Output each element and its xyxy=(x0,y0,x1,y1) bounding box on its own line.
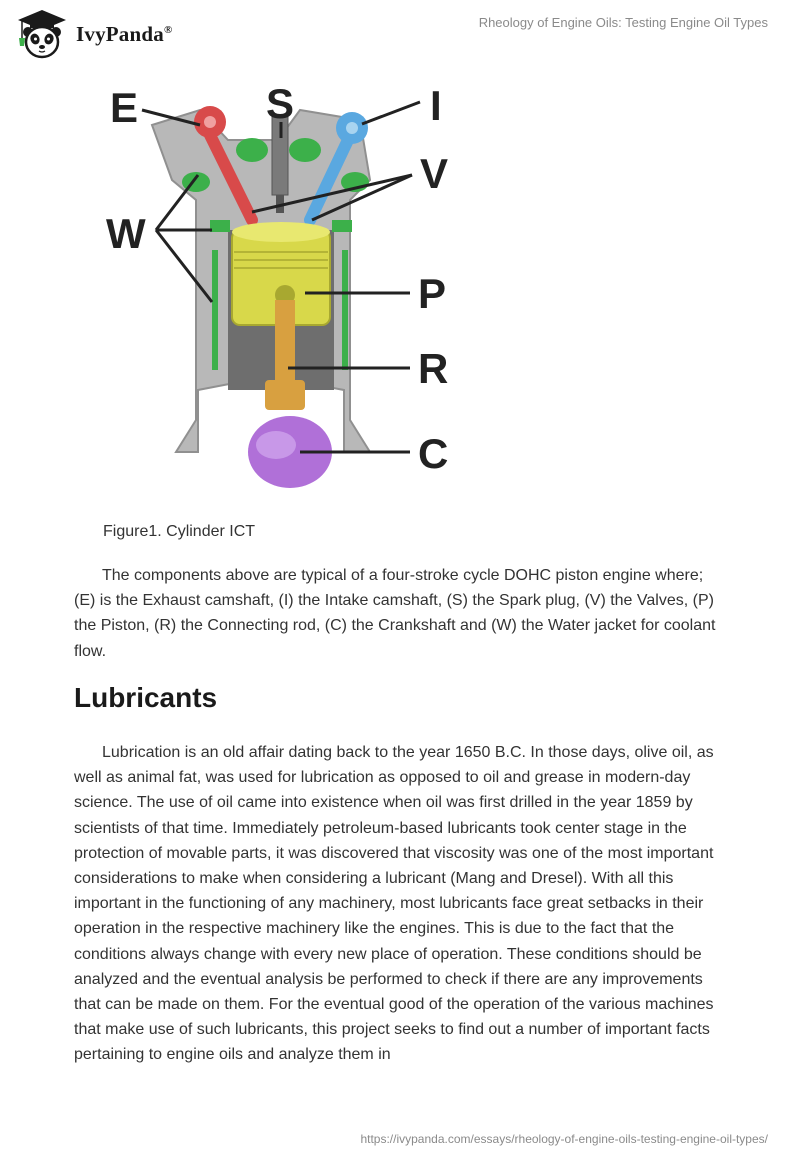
page-header xyxy=(0,0,800,70)
label-s: S xyxy=(266,80,295,127)
label-v: V xyxy=(420,150,449,197)
paragraph-lubrication: Lubrication is an old affair dating back to the year 1650 B.C. In those days, olive oil, as well as animal fat, was used for lubrication as opposed to oil and grease in modern-day science. The use of oil came into existence when oil was first drilled in the year 1859 by scientists of that time. Immediately petroleum-based lubricants took center stage in the protection of movable parts, it was discovered that viscosity was one of the most important considerations to make when considering a lubricant (Mang and Dresel). With all this important in the functioning of any machinery, most lubricants face great setbacks in their operation in the respective machinery like the engines. This is due to the fact that the conditions always change with every new place of operation. These conditions should be analyzed and the eventual analysis be performed to check if there are any improvements that can be made on them. For the eventual good of the operation of the various machines that make use of such lubricants, this project seeks to find out a number of important facts pertaining to engine oils and analyze them in xyxy=(74,744,714,1064)
brand-name: IvyPanda® xyxy=(76,21,173,46)
label-i: I xyxy=(430,82,442,129)
cylinder-diagram xyxy=(100,80,460,500)
label-r: R xyxy=(418,345,449,392)
panda-graduate-icon xyxy=(14,8,70,60)
label-e: E xyxy=(110,84,139,131)
footer-source-url[interactable]: https://ivypanda.com/essays/rheology-of-engine-oils-testing-engine-oil-types/ xyxy=(360,1132,768,1146)
section-heading-lubricants: Lubricants xyxy=(74,682,218,713)
figure-caption: Figure1. Cylinder ICT xyxy=(103,523,256,540)
label-p: P xyxy=(418,270,447,317)
paragraph-components: The components above are typical of a four-stroke cycle DOHC piston engine where; (E) is the Exhaust camshaft, (I) the Intake camshaft, (S) the Spark plug, (V) the Valves, (P) the Piston, (R) the Connecting rod, (C) the Crankshaft and (W) the Water jacket for coolant flow. xyxy=(74,567,716,660)
ivypanda-logo[interactable] xyxy=(14,8,172,60)
label-c: C xyxy=(418,430,449,477)
running-title: Rheology of Engine Oils: Testing Engine Oil Types xyxy=(478,15,768,30)
label-w: W xyxy=(106,210,146,257)
